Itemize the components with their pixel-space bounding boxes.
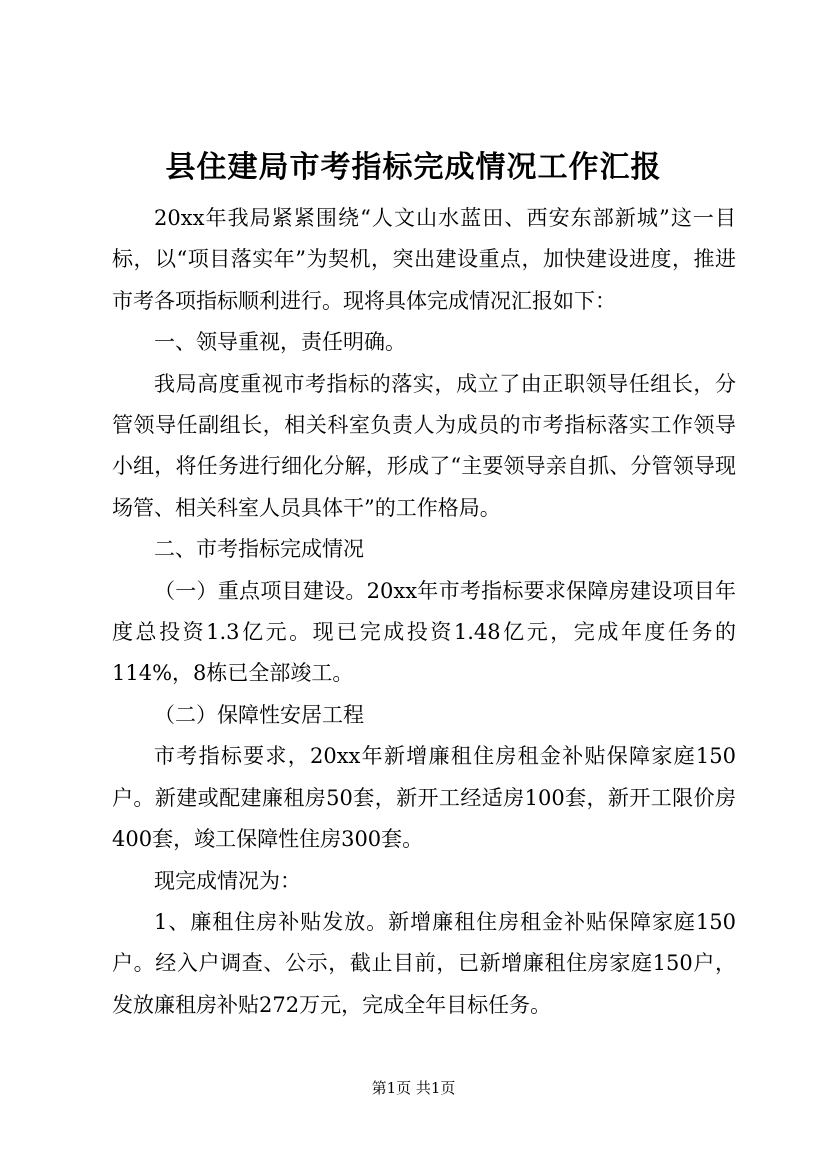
- document-body: [112, 198, 736, 1026]
- document-title: 县住建局市考指标完成情况工作汇报: [165, 150, 662, 185]
- paragraph-leadership: 我局高度重视市考指标的落实，成立了由正职领导任组长，分管领导任副组长，相关科室负责人为成员的市考指标落实工作领导小组，将任务进行细化分解，形成了“主要领导亲自抓、分管领导现场管、相关科室人员具体干”的工作格局。: [112, 371, 736, 520]
- paragraph-current-status-label: 现完成情况为：: [154, 868, 301, 893]
- paragraph-housing-requirements: 市考指标要求，20xx年新增廉租住房租金补贴保障家庭150户。新建或配建廉租房50套，新开工经适房100套，新开工限价房400套，竣工保障性住房300套。: [112, 744, 736, 852]
- page-footer: 第1页 共1页: [371, 1079, 456, 1097]
- paragraph-subsidy-distribution: 1、廉租住房补贴发放。新增廉租住房租金补贴保障家庭150户。经入户调查、公示，截止目前，已新增廉租住房家庭150户，发放廉租房补贴272万元，完成全年目标任务。: [112, 909, 736, 1017]
- heading-housing-project: （二）保障性安居工程: [154, 702, 364, 727]
- paragraph-intro: 20xx年我局紧紧围绕“人文山水蓝田、西安东部新城”这一目标，以“项目落实年”为契机，突出建设重点，加快建设进度，推进市考各项指标顺利进行。现将具体完成情况汇报如下：: [112, 206, 736, 313]
- paragraph-key-projects: （一）重点项目建设。20xx年市考指标要求保障房建设项目年度总投资1.3亿元。现已完成投资1.48亿元，完成年度任务的114%，8栋已全部竣工。: [112, 578, 736, 686]
- heading-leadership: 一、领导重视，责任明确。: [154, 330, 406, 355]
- heading-completion: 二、市考指标完成情况: [154, 537, 364, 562]
